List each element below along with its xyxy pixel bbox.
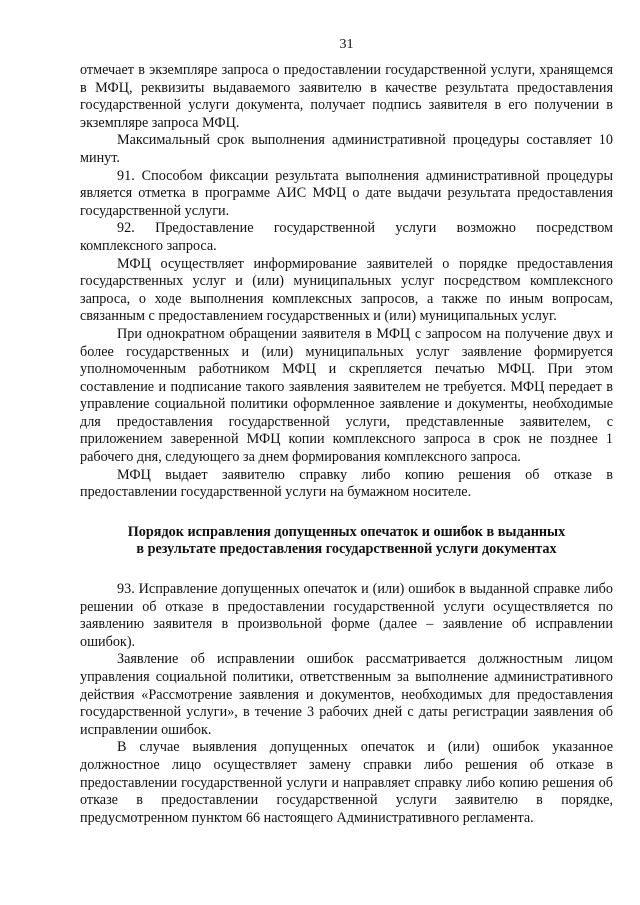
paragraph: Заявление об исправлении ошибок рассматривается должностным лицом управления социальной политики, ответственным за выполнение административного действия «Рассмотрение заявления и документов, необходимых для предоставления государственной услуги», в течение 3 рабочих дней с даты регистрации заявления об исправлении ошибок. — [80, 651, 613, 738]
paragraph: В случае выявления допущенных опечаток и (или) ошибок указанное должностное лицо осуществляет замену справки либо решения об отказе в предоставлении государственной услуги и направляет справку либо копию решения об отказе в предоставлении государственной услуги заявителю в порядке, предусмотренном пунктом 66 настоящего Административного регламента. — [80, 739, 613, 826]
paragraph: 91. Способом фиксации результата выполнения административной процедуры является отметка в программе АИС МФЦ о дате выдачи результата предоставления государственной услуги. — [80, 167, 613, 219]
paragraph: 92. Предоставление государственной услуги возможно посредством комплексного запроса. — [80, 220, 613, 254]
paragraph: Максимальный срок выполнения административной процедуры составляет 10 минут. — [80, 132, 613, 166]
paragraph: 93. Исправление допущенных опечаток и (или) ошибок в выданной справке либо решении об отказе в предоставлении государственной услуги осуществляется по заявлению заявителя в произвольной форме (далее – заявление об исправлении ошибок). — [80, 581, 613, 650]
paragraph: При однократном обращении заявителя в МФЦ с запросом на получение двух и более государственных и (или) муниципальных услуг заявление формируется уполномоченным работником МФЦ и скрепляется печатью МФЦ. При этом составление и подписание такого заявления заявителем не требуется. МФЦ передает в управление социальной политики оформленное заявление и документы, необходимые для предоставления государственной услуги, представленные заявителем, с приложением заверенной МФЦ копии комплексного запроса в срок не позднее 1 рабочего дня, следующего за днем формирования комплексного запроса. — [80, 325, 613, 466]
paragraph: МФЦ выдает заявителю справку либо копию решения об отказе в предоставлении государственной услуги на бумажном носителе. — [80, 466, 613, 501]
section-before — [80, 62, 613, 502]
section-heading-line-2: в результате предоставления государственной услуги документах — [136, 541, 557, 558]
document-page — [80, 36, 613, 827]
page-number: 31 — [339, 37, 354, 52]
section-heading-line-1: Порядок исправления допущенных опечаток и ошибок в выданных — [127, 523, 566, 540]
paragraph: отмечает в экземпляре запроса о предоставлении государственной услуги, хранящемся в МФЦ, реквизиты выдаваемого заявителю в качестве результата предоставления государственной услуги документа, получает подпись заявителя в его получении в экземпляре запроса МФЦ. — [80, 62, 613, 131]
paragraph: МФЦ осуществляет информирование заявителей о порядке предоставления государственных услуг и (или) муниципальных услуг посредством комплексного запроса, о ходе выполнения комплексных запросов, а также по иным вопросам, связанным с предоставлением государственных и (или) муниципальных услуг. — [80, 255, 613, 325]
section-heading — [80, 524, 613, 559]
section-after — [80, 581, 613, 827]
